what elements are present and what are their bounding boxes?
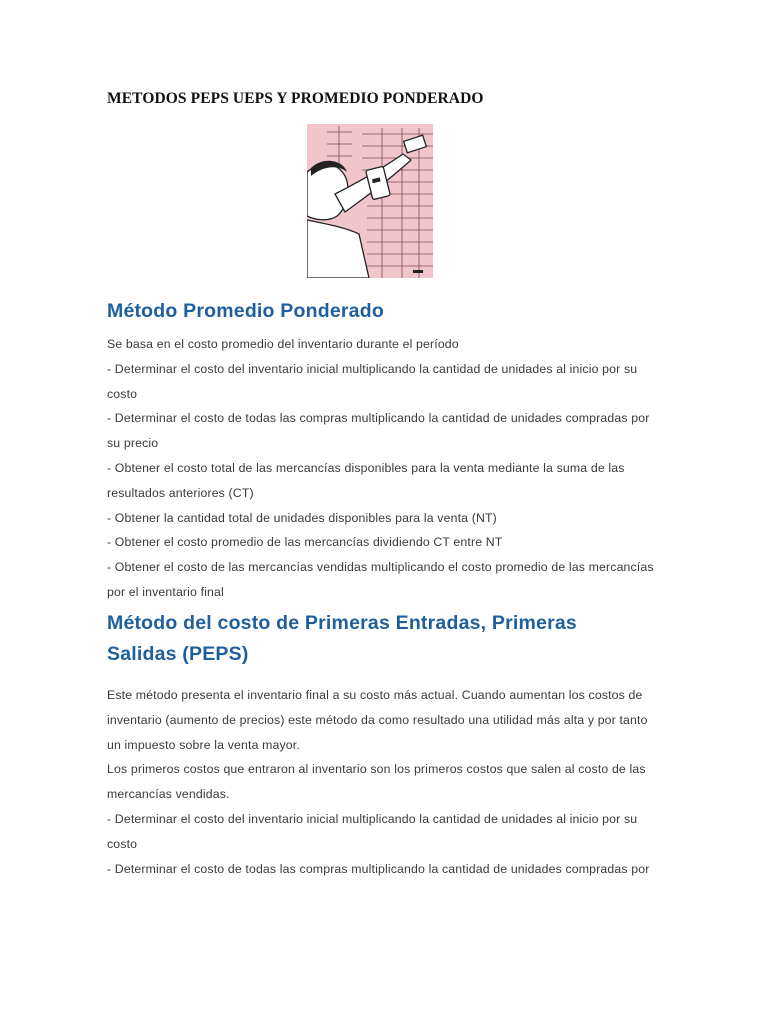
paragraph: - Obtener el costo de las mercancías vendidas multiplicando el costo promedio de las mercancías por el inventario final — [107, 560, 654, 599]
paragraph: - Determinar el costo del inventario inicial multiplicando la cantidad de unidades al inicio por su costo — [107, 811, 638, 851]
paragraph: - Obtener el costo promedio de las mercancías dividiendo CT entre NT — [107, 535, 503, 550]
section-body-peps — [107, 683, 659, 881]
section-heading-promedio-ponderado: Método Promedio Ponderado — [107, 300, 384, 322]
paragraph: Se basa en el costo promedio del inventario durante el período — [107, 337, 459, 351]
paragraph: Los primeros costos que entraron al inventario son los primeros costos que salen al costo de las mercancías vendidas. — [107, 762, 646, 802]
paragraph: - Obtener la cantidad total de unidades disponibles para la venta (NT) — [107, 510, 497, 525]
inventory-illustration — [307, 124, 433, 278]
paragraph: - Determinar el costo de todas las compras multiplicando la cantidad de unidades compradas por — [107, 861, 650, 876]
section-body-promedio-ponderado — [107, 332, 659, 605]
paragraph: - Determinar el costo de todas las compras multiplicando la cantidad de unidades compradas por su precio — [107, 411, 650, 451]
document-title: METODOS PEPS UEPS Y PROMEDIO PONDERADO — [107, 90, 484, 107]
paragraph: - Determinar el costo del inventario inicial multiplicando la cantidad de unidades al inicio por su costo — [107, 361, 638, 401]
paragraph: - Obtener el costo total de las mercancías disponibles para la venta mediante la suma de las resultados anteriores (CT) — [107, 460, 625, 500]
paragraph: Este método presenta el inventario final a su costo más actual. Cuando aumentan los costos de inventario (aumento de precios) este método da como resultado una utilidad más alta y por tanto un impuesto sobre la venta mayor. — [107, 688, 648, 752]
section-heading-peps: Método del costo de Primeras Entradas, Primeras Salidas (PEPS) — [107, 612, 577, 665]
